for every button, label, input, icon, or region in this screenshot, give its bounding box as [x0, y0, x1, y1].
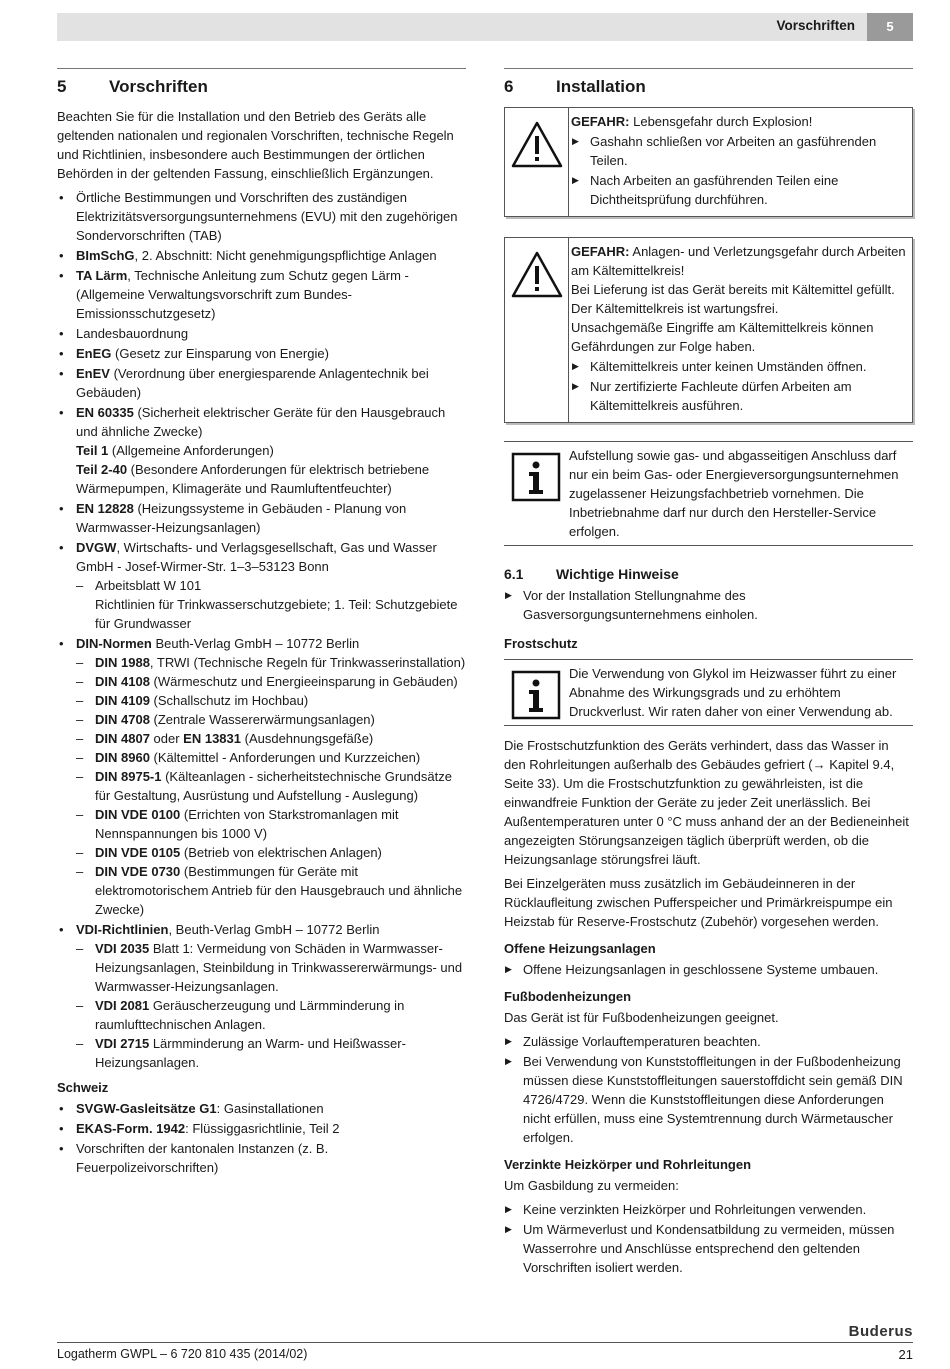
- left-column: [57, 68, 466, 1178]
- subheading-fussbodenheizungen: Fußbodenheizungen: [504, 989, 632, 1004]
- action-item: ▶ Nur zertifizierte Fachleute dürfen Arbeiten am Kältemittelkreis ausführen.: [571, 377, 906, 415]
- right-column: [504, 68, 913, 1278]
- list-item: – VDI 2081 Geräuscherzeugung und Lärmminderung in raumlufttechnischen Anlagen.: [76, 996, 466, 1034]
- fussboden-paragraph: Das Gerät ist für Fußbodenheizungen geeignet.: [504, 1010, 779, 1025]
- footer-page-number: 21: [898, 1347, 913, 1362]
- list-item: – VDI 2715 Lärmminderung an Warm- und Heißwasser-Heizungsanlagen.: [76, 1034, 466, 1072]
- list-item: – DIN 1988, TRWI (Technische Regeln für Trinkwasserinstallation): [76, 653, 466, 672]
- action-item: ▶ Keine verzinkten Heizkörper und Rohrleitungen verwenden.: [504, 1200, 913, 1219]
- info-icon: [504, 442, 567, 545]
- subheading-schweiz: Schweiz: [57, 1080, 109, 1095]
- warning-triangle-icon: [505, 238, 569, 422]
- page-header: [57, 13, 913, 41]
- list-item: • TA Lärm, Technische Anleitung zum Schutz gegen Lärm - (Allgemeine Verwaltungsvorschrift zum Bundes-Emissionsschutzgesetz): [57, 266, 466, 323]
- header-title: Vorschriften: [776, 18, 855, 33]
- danger-box-explosion: GEFAHR: Lebensgefahr durch Explosion! ▶ Gashahn schließen vor Arbeiten an gasführenden Teilen. ▶ Nach Arbeiten an gasführenden Teilen eine Dichtheitsprüfung durchführen.: [504, 107, 913, 217]
- list-item: – Arbeitsblatt W 101 Richtlinien für Trinkwasserschutzgebiete; 1. Teil: Schutzgebiete für Grundwasser: [76, 576, 466, 633]
- list-item: – DIN VDE 0105 (Betrieb von elektrischen Anlagen): [76, 843, 466, 862]
- intro-paragraph: Beachten Sie für die Installation und den Betrieb des Geräts alle geltenden nationalen und regionalen Vorschriften, technische Regeln und Richtlinien, insbesondere auch Bestimmungen der örtlichen Behörden in der geltenden Fassung, einschließlich Ergänzungen.: [57, 109, 454, 181]
- list-item: • Vorschriften der kantonalen Instanzen (z. B. Feuerpolizeivorschriften): [57, 1139, 466, 1177]
- list-item: – DIN VDE 0100 (Errichten von Starkstromanlagen mit Nennspannungen bis 1000 V): [76, 805, 466, 843]
- footer-rule: [57, 1342, 913, 1343]
- info-box-installation: Aufstellung sowie gas- und abgasseitigen Anschluss darf nur ein beim Gas- oder Energieversorgungsunternehmen zugelassener Heizungsfachbetrieb vornehmen. Die Inbetriebnahme darf nur durch den Hersteller-Service erfolgen.: [504, 441, 913, 546]
- list-item: • VDI-Richtlinien, Beuth-Verlag GmbH – 10772 Berlin – VDI 2035 Blatt 1: Vermeidung von Schäden in Warmwasser-Heizungsanlagen, Steinbildung in Trinkwassererwärmungs- und Warmwasser-Heizungsanlagen. – VDI 2081 Geräuscherzeugung und Lärmminderung in raumlufttechnischen Anlagen. – VDI 2715 Lärmminderung an Warm- und Heißwasser-Heizungsanlagen.: [57, 920, 466, 1072]
- list-item: – DIN 4108 (Wärmeschutz und Energieeinsparung in Gebäuden): [76, 672, 466, 691]
- frostschutz-paragraph: Die Frostschutzfunktion des Geräts verhindert, dass das Wasser in den Rohrleitungen außerhalb des Gebäudes gefriert (→ Kapitel 9.4, Seite 33). Um die Frostschutzfunktion zu gewährleisten, ist die einwandfreie Funktion der Geräte zu jeder Zeit unerlässlich. Bei Außentemperaturen unter 0 °C muss anhand der an der Bedieneinheit angezeigten Störungsanzeigen täglich überprüft werden, ob die Heizungsanlage störungsfrei läuft.: [504, 738, 909, 867]
- action-item: ▶ Nach Arbeiten an gasführenden Teilen eine Dichtheitsprüfung durchführen.: [571, 171, 906, 209]
- list-item: • BImSchG, 2. Abschnitt: Nicht genehmigungspflichtige Anlagen: [57, 246, 466, 265]
- list-item: • EN 12828 (Heizungssysteme in Gebäuden - Planung von Warmwasser-Heizungsanlagen): [57, 499, 466, 537]
- list-item: • EN 60335 (Sicherheit elektrischer Geräte für den Hausgebrauch und ähnliche Zwecke) Teil 1 (Allgemeine Anforderungen) Teil 2-40 (Besondere Anforderungen für elektrisch betriebene Wärmepumpen, Klimageräte und Raumluftentfeuchter): [57, 403, 466, 498]
- danger-box-refrigerant: GEFAHR: Anlagen- und Verletzungsgefahr durch Arbeiten am Kältemittelkreis! Bei Lieferung ist das Gerät bereits mit Kältemittel gefüllt. Der Kältemittelkreis ist wartungsfrei. Unsachgemäße Eingriffe am Kältemittelkreis können Gefährdungen zur Folge haben. ▶ Kältemittelkreis unter keinen Umständen öffnen. ▶ Nur zertifizierte Fachleute dürfen Arbeiten am Kältemittelkreis ausführen.: [504, 237, 913, 423]
- einzelgeraete-paragraph: Bei Einzelgeräten muss zusätzlich im Gebäudeinneren in der Rücklaufleitung zwischen Pufferspeicher und Primärkreispumpe ein Heizstab für Reserve-Frostschutz (Zubehör) vorgesehen werden.: [504, 876, 893, 929]
- info-box-glykol: Die Verwendung von Glykol im Heizwasser führt zu einer Abnahme des Wirkungsgrads und zu erhöhtem Druckverlust. Wir raten daher von einer Verwendung ab.: [504, 659, 913, 726]
- subheading-verzinkte-heizkoerper: Verzinkte Heizkörper und Rohrleitungen: [504, 1157, 752, 1172]
- list-item: – DIN VDE 0730 (Bestimmungen für Geräte mit elektromotorischem Antrieb für den Hausgebrauch und ähnliche Zwecke): [76, 862, 466, 919]
- list-item: – DIN 4807 oder EN 13831 (Ausdehnungsgefäße): [76, 729, 466, 748]
- list-item: • Landesbauordnung: [57, 324, 466, 343]
- action-item: ▶ Zulässige Vorlauftemperaturen beachten.: [504, 1032, 913, 1051]
- swiss-regulations-list: [57, 1099, 466, 1177]
- footer-doc-id: Logatherm GWPL – 6 720 810 435 (2014/02): [57, 1347, 308, 1361]
- list-item: – DIN 4708 (Zentrale Wassererwärmungsanlagen): [76, 710, 466, 729]
- list-item: • EKAS-Form. 1942: Flüssiggasrichtlinie, Teil 2: [57, 1119, 466, 1138]
- section-heading-6: 6 Installation: [504, 77, 646, 96]
- action-item: ▶ Vor der Installation Stellungnahme des Gasversorgungsunternehmens einholen.: [504, 586, 913, 624]
- verzinkt-paragraph: Um Gasbildung zu vermeiden:: [504, 1178, 679, 1193]
- list-item: • DVGW, Wirtschafts- und Verlagsgesellschaft, Gas und Wasser GmbH - Josef-Wirmer-Str. 1–3–53123 Bonn – Arbeitsblatt W 101 Richtlinien für Trinkwasserschutzgebiete; 1. Teil: Schutzgebiete für Grundwasser: [57, 538, 466, 633]
- regulations-list: [57, 188, 466, 1072]
- list-item: • EnEG (Gesetz zur Einsparung von Energie): [57, 344, 466, 363]
- list-item: – DIN 8975-1 (Kälteanlagen - sicherheitstechnische Grundsätze für Gestaltung, Ausrüstung und Aufstellung - Auslegung): [76, 767, 466, 805]
- list-item: • SVGW-Gasleitsätze G1: Gasinstallationen: [57, 1099, 466, 1118]
- subheading-frostschutz: Frostschutz: [504, 636, 578, 651]
- warning-triangle-icon: [505, 108, 569, 216]
- header-page-tab: 5: [867, 13, 913, 41]
- action-item: ▶ Gashahn schließen vor Arbeiten an gasführenden Teilen.: [571, 132, 906, 170]
- subsection-heading-6-1: 6.1 Wichtige Hinweise: [504, 566, 679, 582]
- section-heading-5: 5 Vorschriften: [57, 77, 208, 96]
- action-item: ▶ Bei Verwendung von Kunststoffleitungen in der Fußbodenheizung müssen diese Kunststoffleitungen sauerstoffdicht sein gemäß DIN 4726/4729. Wenn die Kunststoffleitungen diese Anforderungen nicht erfüllen, muss eine Systemtrennung durch Wärmetauscher erfolgen.: [504, 1052, 913, 1147]
- list-item: • EnEV (Verordnung über energiesparende Anlagentechnik bei Gebäuden): [57, 364, 466, 402]
- list-item: – DIN 8960 (Kältemittel - Anforderungen und Kurzzeichen): [76, 748, 466, 767]
- list-item: • Örtliche Bestimmungen und Vorschriften des zuständigen Elektrizitätsversorgungsunternehmens (EVU) mit den zugehörigen Sondervorschriften (TAB): [57, 188, 466, 245]
- list-item: – DIN 4109 (Schallschutz im Hochbau): [76, 691, 466, 710]
- action-item: ▶ Um Wärmeverlust und Kondensatbildung zu vermeiden, müssen Wasserrohre und Anschlüsse entsprechend den geltenden Vorschriften isoliert werden.: [504, 1220, 913, 1277]
- action-item: ▶ Kältemittelkreis unter keinen Umständen öffnen.: [571, 357, 906, 376]
- subheading-offene-heizungsanlagen: Offene Heizungsanlagen: [504, 941, 656, 956]
- list-item: – VDI 2035 Blatt 1: Vermeidung von Schäden in Warmwasser-Heizungsanlagen, Steinbildung in Trinkwassererwärmungs- und Warmwasser-Heizungsanlagen.: [76, 939, 466, 996]
- buderus-logo: Buderus: [848, 1323, 913, 1340]
- action-item: ▶ Offene Heizungsanlagen in geschlossene Systeme umbauen.: [504, 960, 913, 979]
- list-item: • DIN-Normen Beuth-Verlag GmbH – 10772 Berlin – DIN 1988, TRWI (Technische Regeln für Trinkwasserinstallation) – DIN 4108 (Wärmeschutz und Energieeinsparung in Gebäuden) – DIN 4109 (Schallschutz im Hochbau) – DIN 4708 (Zentrale Wassererwärmungsanlagen) – DIN 4807 oder EN 13831 (Ausdehnungsgefäße) – DIN 8960 (Kältemittel - Anforderungen und Kurzzeichen) – DIN 8975-1 (Kälteanlagen - sicherheitstechnische Grundsätze für Gestaltung, Ausrüstung und Aufstellung - Auslegung) – DIN VDE 0100 (Errichten von Starkstromanlagen mit Nennspannungen bis 1000 V) – DIN VDE 0105 (Betrieb von elektrischen Anlagen) – DIN VDE 0730 (Bestimmungen für Geräte mit elektromotorischem Antrieb für den Hausgebrauch und ähnliche Zwecke): [57, 634, 466, 919]
- info-icon: [504, 660, 567, 725]
